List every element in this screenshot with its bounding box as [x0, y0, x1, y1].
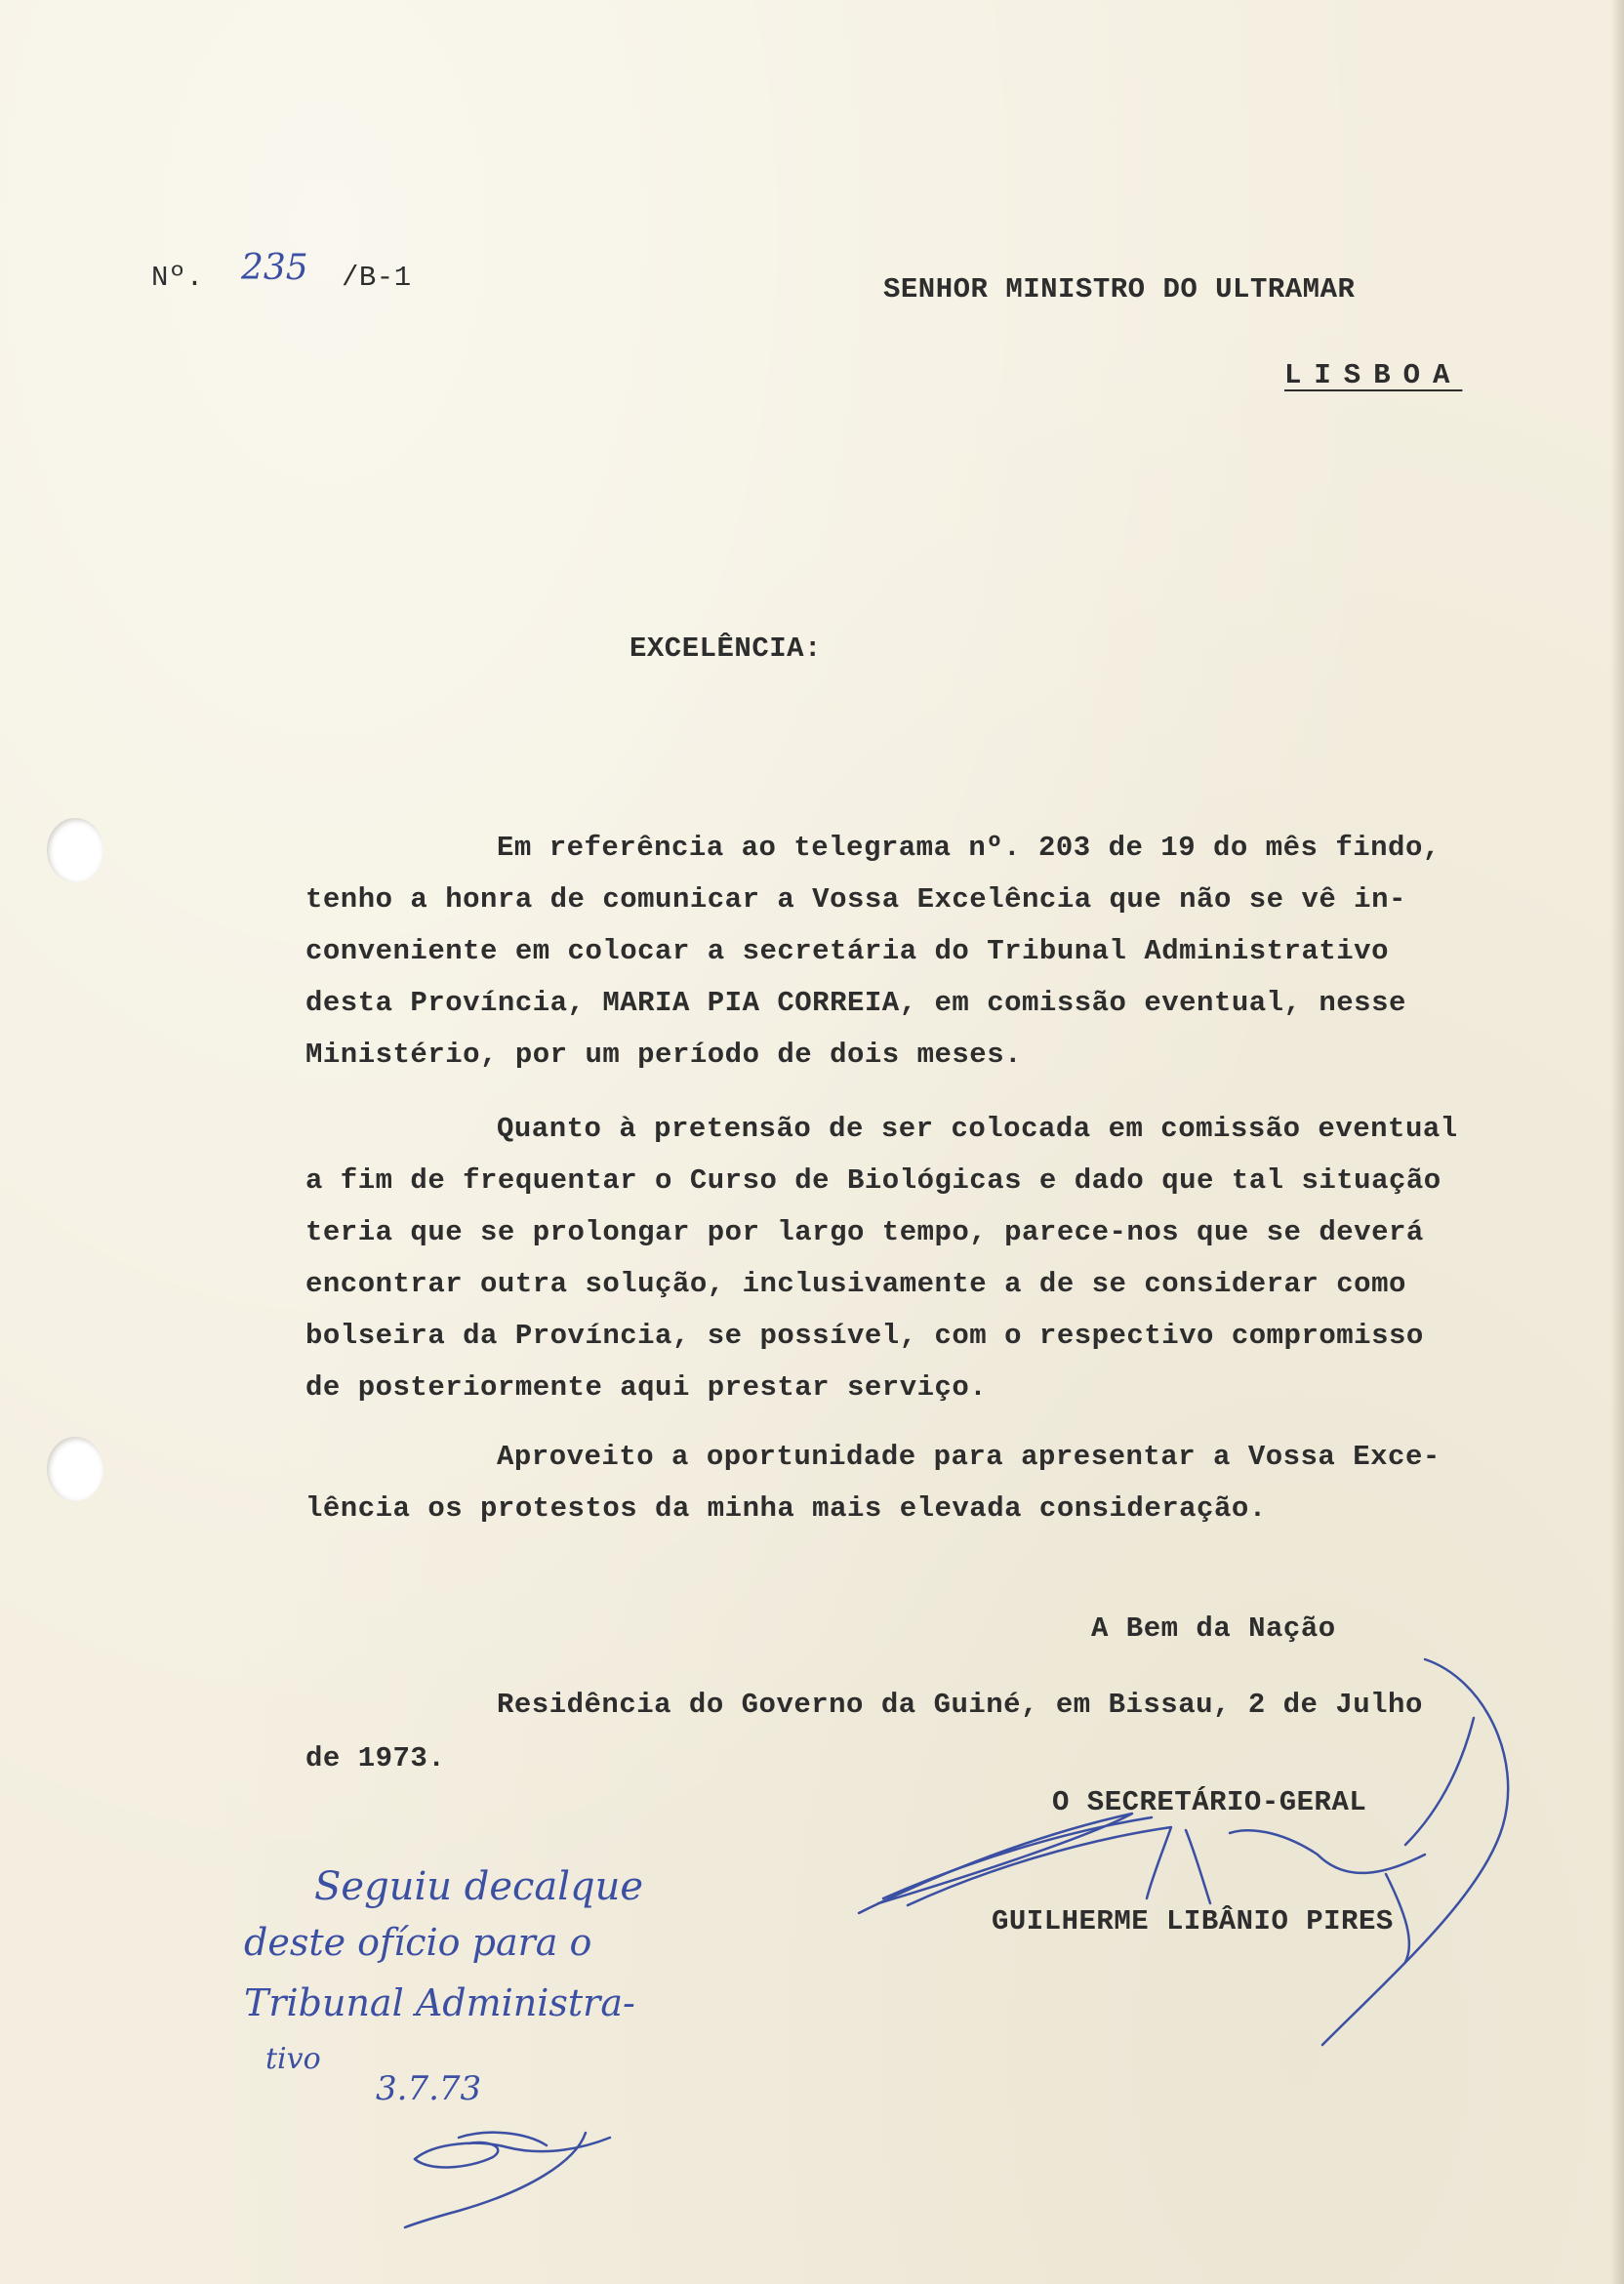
recipient-city: LISBOA — [1284, 359, 1463, 391]
closing-motto: A Bem da Nação — [1091, 1612, 1336, 1645]
handwritten-note-line: Seguiu decalque — [314, 1864, 644, 1909]
reference-suffix: /B-1 — [342, 262, 412, 294]
body-line: a fim de frequentar o Curso de Biológicas e dado que tal situação — [305, 1164, 1441, 1197]
body-line: bolseira da Província, se possível, com o respectivo compromisso — [305, 1320, 1424, 1352]
place-date-line: de 1973. — [305, 1742, 446, 1774]
body-line: Aproveito a oportunidade para apresentar a Vossa Exce- — [497, 1441, 1441, 1473]
handwritten-note-line: Tribunal Administra- — [244, 1981, 635, 2024]
body-line: tenho a honra de comunicar a Vossa Excelência que não se vê in- — [305, 883, 1406, 916]
body-line: de posteriormente aqui prestar serviço. — [305, 1371, 988, 1404]
body-line: Ministério, por um período de dois meses. — [305, 1039, 1023, 1071]
reference-prefix: Nº. — [151, 262, 204, 294]
body-line: encontrar outra solução, inclusivamente a de se considerar como — [305, 1268, 1406, 1300]
handwritten-note-line: tivo — [265, 2042, 321, 2076]
body-line: conveniente em colocar a secretária do Tribunal Administrativo — [305, 935, 1389, 967]
salutation: EXCELÊNCIA: — [629, 632, 822, 665]
signer-title: O SECRETÁRIO-GERAL — [1052, 1786, 1367, 1818]
handwritten-note-date: 3.7.73 — [376, 2069, 482, 2108]
recipient-line: SENHOR MINISTRO DO ULTRAMAR — [883, 273, 1356, 306]
reference-number-handwritten: 235 — [241, 248, 308, 288]
signer-name: GUILHERME LIBÂNIO PIRES — [992, 1905, 1394, 1937]
body-line: teria que se prolongar por largo tempo, parece-nos que se deverá — [305, 1216, 1424, 1248]
body-line: desta Província, MARIA PIA CORREIA, em comissão eventual, nesse — [305, 987, 1406, 1019]
body-line: Em referência ao telegrama nº. 203 de 19 do mês findo, — [497, 832, 1441, 864]
body-line: Quanto à pretensão de ser colocada em comissão eventual — [497, 1113, 1458, 1145]
place-date-line: Residência do Governo da Guiné, em Bissau, 2 de Julho — [497, 1689, 1423, 1721]
handwritten-note-line: deste ofício para o — [244, 1921, 592, 1964]
body-line: lência os protestos da minha mais elevada consideração. — [305, 1492, 1267, 1525]
